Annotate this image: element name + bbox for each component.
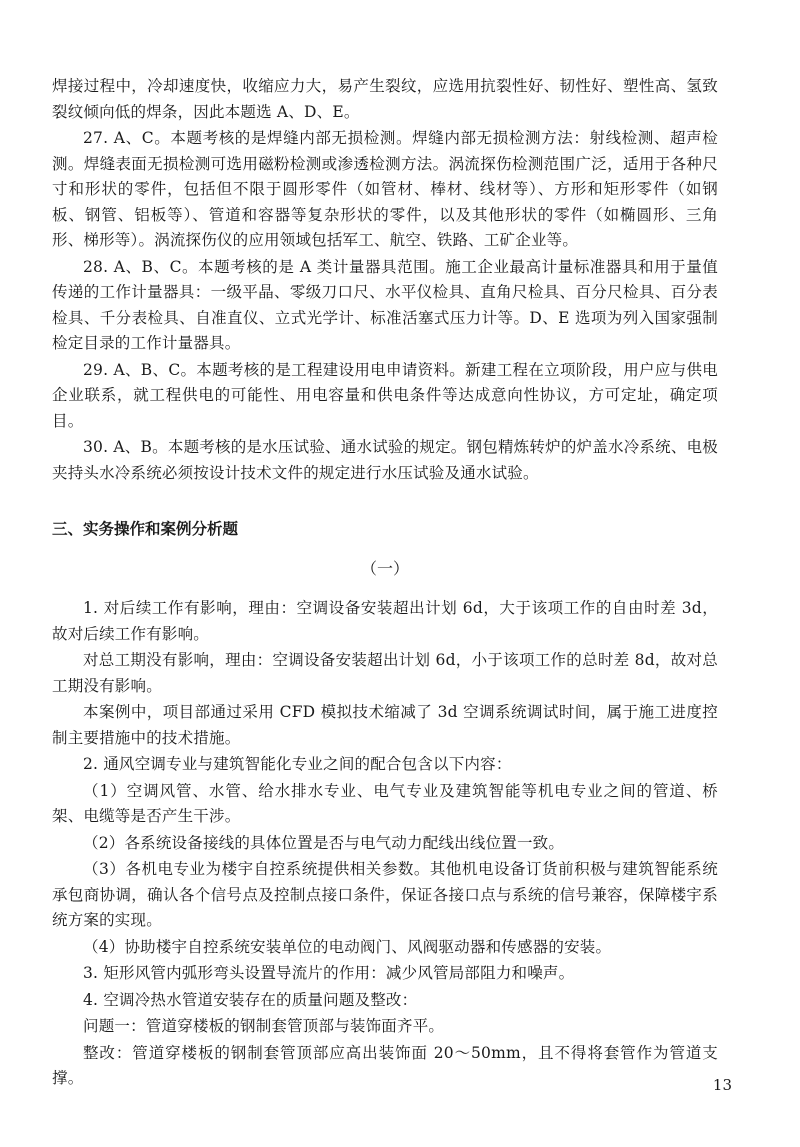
paragraph: 28. A、B、C。本题考核的是 A 类计量器具范围。施工企业最高计量标准器具和用于量值传递的工作计量器具：一级平晶、零级刀口尺、水平仪检具、直角尺检具、百分尺检具、百分表检具、千分表检具、自准直仪、立式光学计、标准活塞式压力计等。D、E 选项为列入国家强制检定目录的工作计量器具。 (52, 257, 718, 352)
paragraph: 问题一：管道穿楼板的钢制套管顶部与装饰面齐平。 (83, 1017, 445, 1035)
paragraph: 1. 对后续工作有影响，理由：空调设备安装超出计划 6d，大于该项工作的自由时差 3d，故对后续工作有影响。 (52, 599, 718, 643)
paragraph: 对总工期没有影响，理由：空调设备安装超出计划 6d，小于该项工作的总时差 8d，故对总工期没有影响。 (52, 651, 718, 695)
paragraph: 29. A、B、C。本题考核的是工程建设用电申请资料。新建工程在立项阶段，用户应与供电企业联系，就工程供电的可能性、用电容量和供电条件等达成意向性协议，方可定址，确定项目。 (52, 360, 718, 430)
paragraph: 整改：管道穿楼板的钢制套管顶部应高出装饰面 20～50mm，且不得将套管作为管道支撑。 (52, 1043, 718, 1087)
paragraph: 3. 矩形风管内弧形弯头设置导流片的作用：减少风管局部阻力和噪声。 (83, 964, 575, 982)
paragraph: 2. 通风空调专业与建筑智能化专业之间的配合包含以下内容： (83, 755, 512, 773)
paragraph: （1）空调风管、水管、给水排水专业、电气专业及建筑智能等机电专业之间的管道、桥架、电缆等是否产生干涉。 (52, 781, 718, 825)
answer-explanations (52, 74, 718, 486)
case-subheading: （一） (360, 559, 409, 578)
case-answers (52, 596, 718, 1092)
paragraph: （4）协助楼宇自控系统安装单位的电动阀门、风阀驱动器和传感器的安装。 (83, 937, 612, 956)
page-number: 13 (712, 1076, 732, 1094)
paragraph: 27. A、C。本题考核的是焊缝内部无损检测。焊缝内部无损检测方法：射线检测、超声检测。焊缝表面无损检测可选用磁粉检测或渗透检测方法。涡流探伤检测范围广泛，适用于各种尺寸和形状的零件，包括但不限于圆形零件（如管材、棒材、线材等）、方形和矩形零件（如钢板、钢管、铝板等）、管道和容器等复杂形状的零件，以及其他形状的零件（如椭圆形、三角形、梯形等）。涡流探伤仪的应用领域包括军工、航空、铁路、工矿企业等。 (52, 129, 718, 249)
paragraph: 本案例中，项目部通过采用 CFD 模拟技术缩减了 3d 空调系统调试时间，属于施工进度控制主要措施中的技术措施。 (52, 703, 718, 747)
paragraph: 4. 空调冷热水管道安装存在的质量问题及整改： (83, 990, 418, 1009)
paragraph: 30. A、B。本题考核的是水压试验、通水试验的规定。钢包精炼转炉的炉盖水冷系统、电极夹持头水冷系统必须按设计技术文件的规定进行水压试验及通水试验。 (52, 438, 718, 482)
page-content (52, 74, 718, 1093)
section-heading: 三、实务操作和案例分析题 (52, 520, 239, 538)
paragraph: 焊接过程中，冷却速度快，收缩应力大，易产生裂纹，应选用抗裂性好、韧性好、塑性高、氢致裂纹倾向低的焊条，因此本题选 A、D、E。 (52, 77, 718, 121)
paragraph: （3）各机电专业为楼宇自控系统提供相关参数。其他机电设备订货前积极与建筑智能系统承包商协调，确认各个信号点及控制点接口条件，保证各接口点与系统的信号兼容，保障楼宇系统方案的实现。 (52, 860, 718, 929)
paragraph: （2）各系统设备接线的具体位置是否与电气动力配线出线位置一致。 (83, 833, 565, 852)
